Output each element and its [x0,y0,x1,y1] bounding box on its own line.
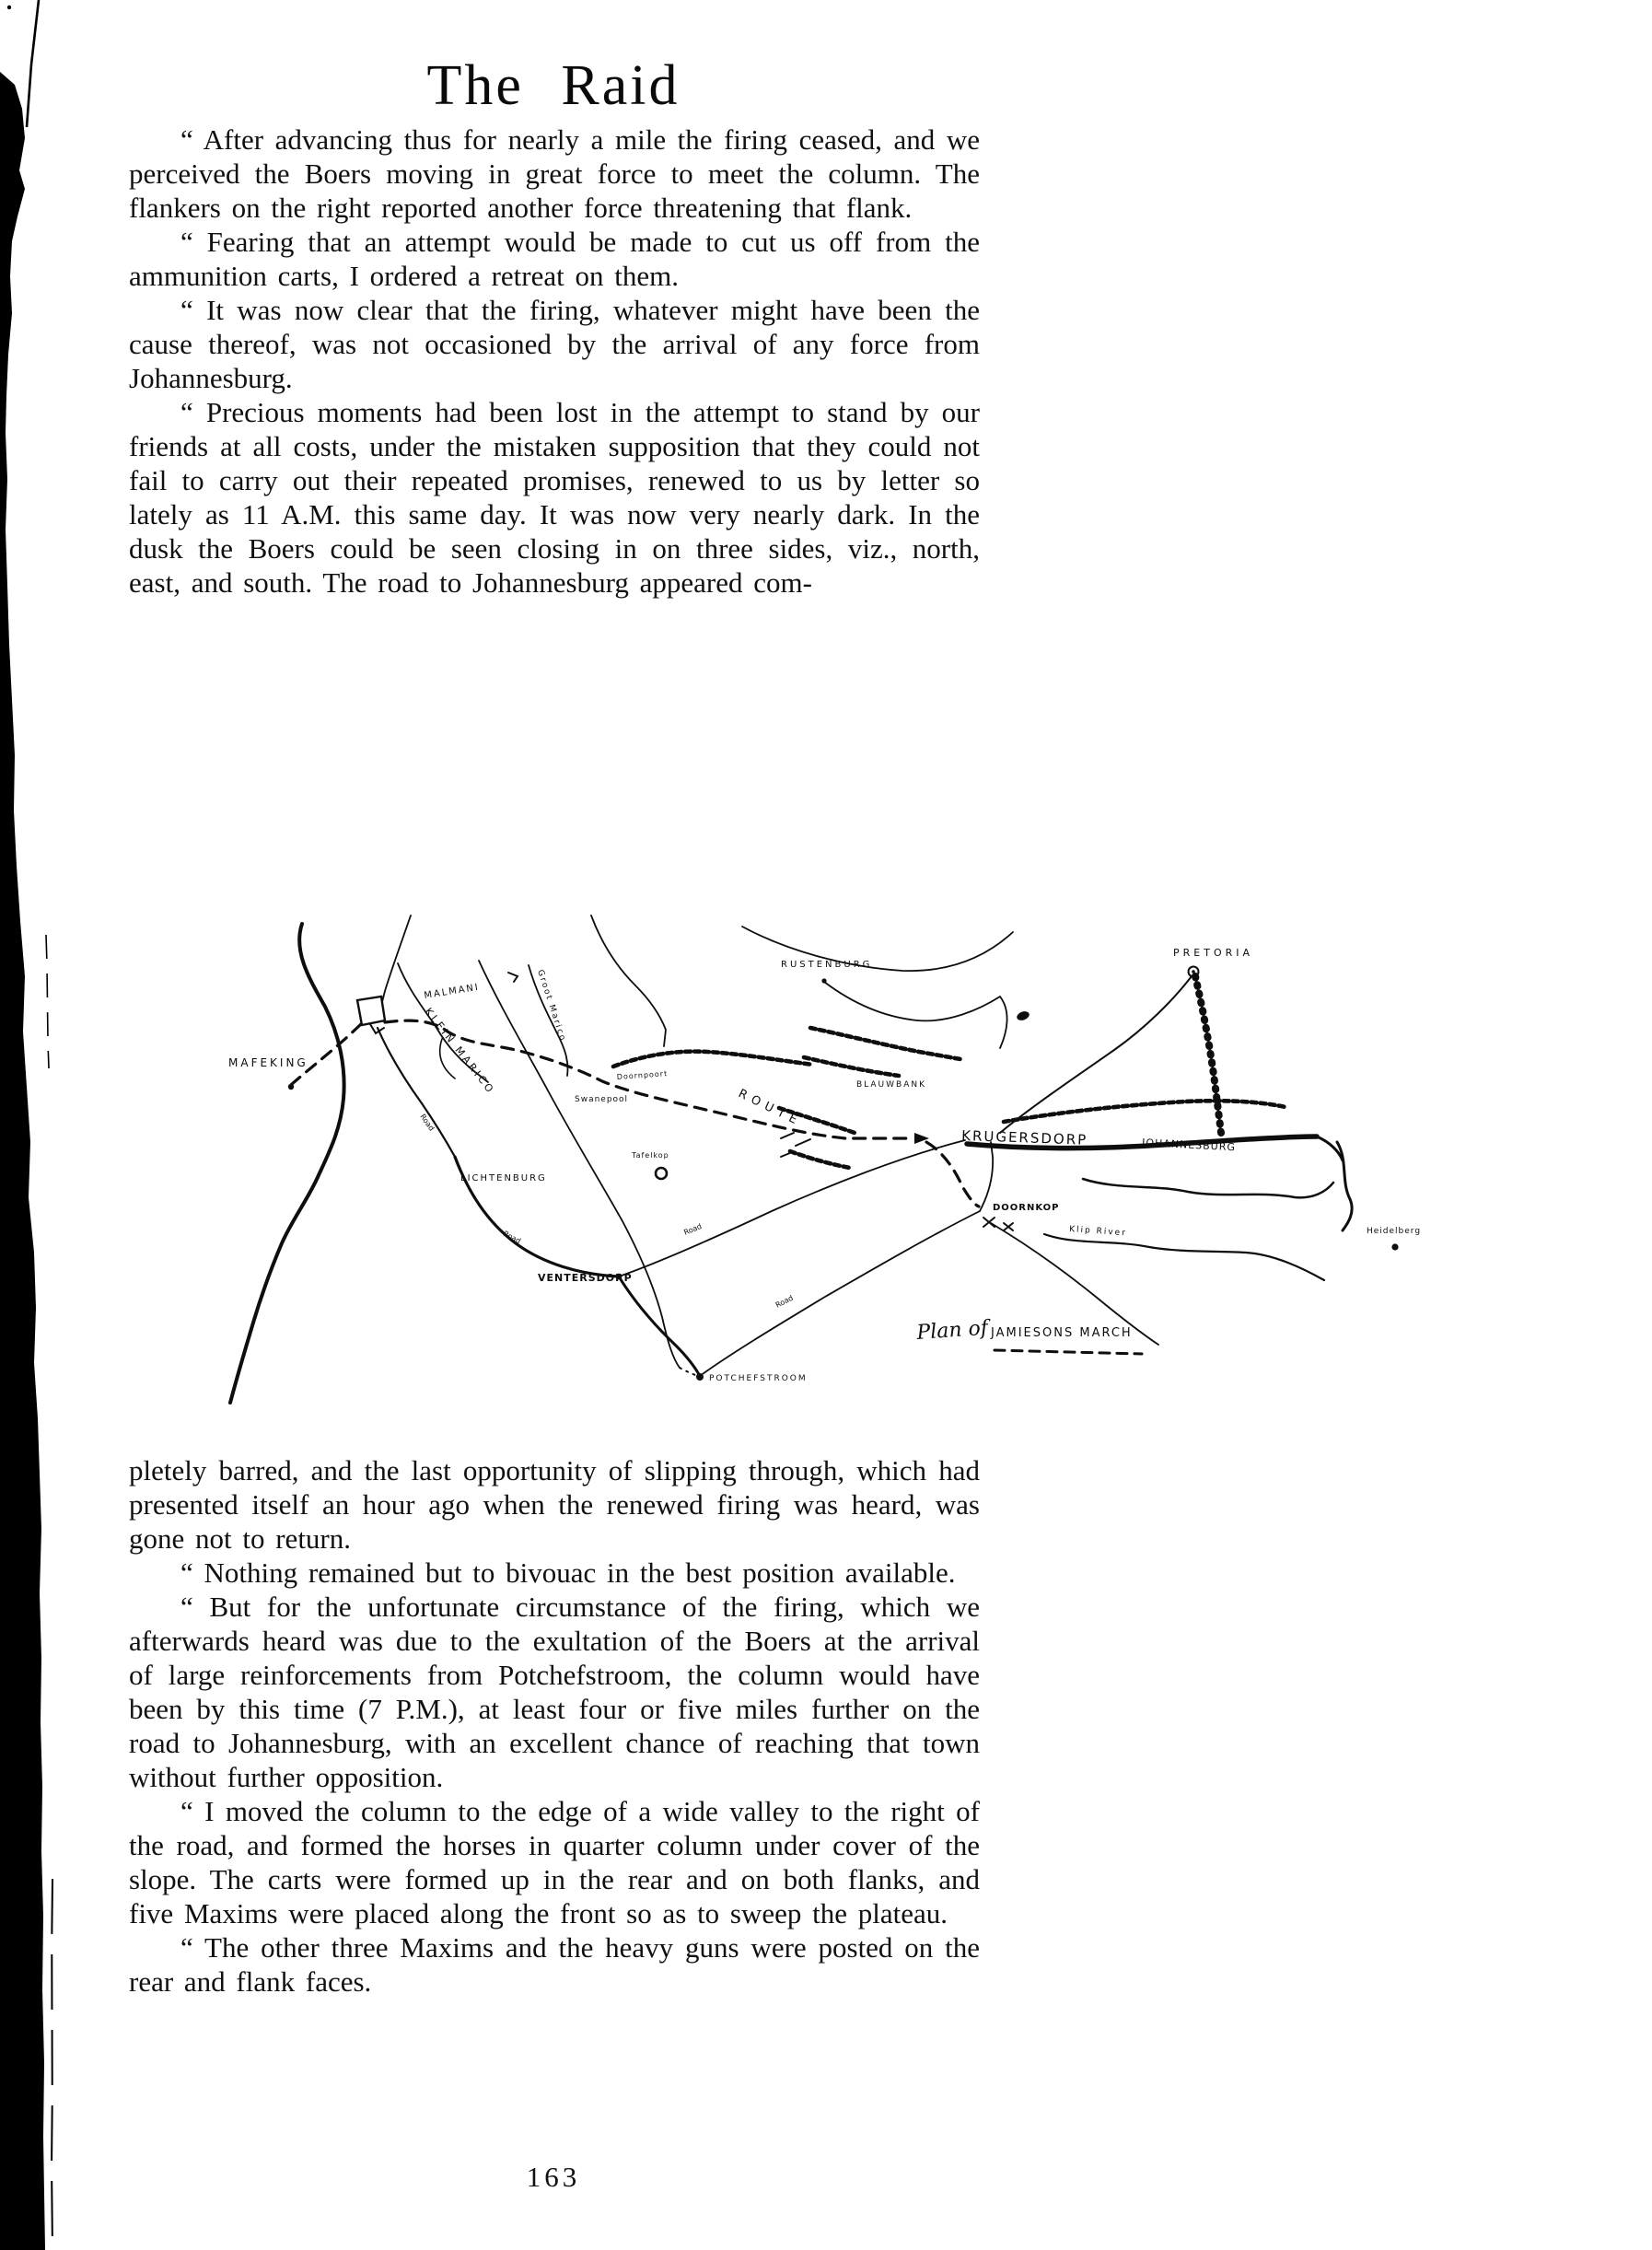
map-doornkop-x-marks [983,1218,1013,1230]
map-rustenburg-dot [821,978,826,983]
binding-shadow [0,0,64,2250]
hills-texture-rand-ridge [1004,1101,1286,1122]
map-label-mafeking: MAFEKING [228,1056,308,1069]
map-malmani-town-square [357,997,385,1025]
map-label-road: Road [774,1293,795,1310]
map-label-potchefstroom: POTCHEFSTROOM [709,1374,808,1383]
map-mafeking-dot [288,1084,294,1090]
map-road-long-sweep [479,961,680,1368]
map-label-malmani: MALMANI [423,982,481,1001]
paragraph: “ Precious moments had been lost in the attempt to stand by our friends at all costs, under the mistaken supposition that they could not fail to carry out their repeated promises, renewed to us by letter so lately as 11 A.M. this same day. It was now very nearly dark. In the dusk the Boers could be seen closing in on three sides, viz., north, east, and south. The road to Johannesburg appeared com- [129,396,980,599]
map-label-doornkop: DOORNKOP [993,1203,1060,1213]
body-text-top [129,122,980,600]
paragraph: “ The other three Maxims and the heavy guns were posted on the rear and flank faces. [129,1931,980,1998]
paragraph: “ It was now clear that the firing, whatever might have been the cause thereof, was not occasioned by the arrival of any force from Johannesburg. [129,294,980,394]
map-johannesburg-south-wavy [1083,1179,1333,1197]
map-klip-river-line [1044,1234,1324,1280]
paragraph: “ I moved the column to the edge of a wide valley to the right of the road, and formed the horses in quarter column under cover of the slope. The carts were formed up in the rear and on both flanks, and five Maxims were placed along the front so as to sweep the plateau. [129,1795,980,1929]
map-label-krugersdorp: KRUGERSDORP [960,1127,1088,1148]
scan-hairline-upper [46,935,49,1068]
map-heidelberg-dot [1391,1243,1398,1250]
map-label-lichtenburg: LICHTENBURG [460,1173,547,1183]
body-text-bottom [129,1453,980,1999]
hills-texture-1 [613,1052,813,1067]
map-label-road: Road [418,1112,436,1133]
map-label-groot-marico: Groot Marico [535,968,567,1043]
map-label-klip-river: Klip River [1068,1225,1128,1239]
scan-speck [7,6,11,9]
map-road-ventersdorp-potchefstroom [619,1277,700,1376]
paragraph: “ After advancing thus for nearly a mile the firing ceased, and we perceived the Boers moving in great force to meet the column. The flankers on the right reported another force threatening that flank. [129,123,980,224]
map-label-rustenburg: RUSTENBURG [781,960,873,970]
binding-dark-strip [0,72,45,2250]
map-railway-hatching [1195,976,1221,1133]
map-small-mark [508,973,518,982]
map-label-plan-of: Plan of [915,1316,989,1345]
map-label-klein-marico: KLEIN MARICO [422,1005,497,1097]
page-number: 163 [526,2161,581,2193]
map-river-malmani [381,915,411,1006]
hills-texture-2 [810,1028,960,1059]
map-pretoria-dot [1192,970,1195,973]
map-jameson-route-dashed [291,1020,979,1207]
map-road-doornkop-krugersdorp [980,1142,993,1211]
page-title: The Raid [426,54,681,117]
paragraph: “ Fearing that an attempt would be made to cut us off from the ammunition carts, I ordered a retreat on them. [129,226,980,292]
map-label-heidelberg: Heidelberg [1367,1227,1422,1236]
map-road-ventersdorp-krugersdorp [619,1140,965,1277]
map-caption-underline [995,1350,1142,1354]
map-road-malmani-south [378,1028,455,1157]
map-label-ventersdorp: VENTERSDORP [538,1272,633,1284]
map-label-johannesburg: JOHANNESBURG [1141,1137,1237,1154]
map-small-blob [1016,1009,1030,1021]
map-river-top-center [591,915,666,1046]
paragraph: pletely barred, and the last opportunity of slipping through, which had presented itself an hour ago when the renewed firing was heard, was gone not to return. [129,1454,980,1555]
map-canvas [201,910,1453,1415]
map-label-pretoria: PRETORIA [1173,947,1254,959]
paragraph: “ But for the unfortunate circumstance of the firing, which we afterwards heard was due to the exultation of the Boers at the arrival of large reinforcements from Potchefstroom, the column would have been by this time (7 P.M.), at least four or five miles further on the road to Johannesburg, with an excellent chance of reaching that town without further opposition. [129,1591,980,1793]
map-potchefstroom-dot [696,1373,704,1381]
map-label-route: ROUTE [736,1087,805,1130]
map-label-swanepool: Swanepool [575,1095,629,1104]
map-label-road: Road [682,1221,704,1237]
paragraph: “ Nothing remained but to bivouac in the best position available. [180,1556,956,1589]
map-figure [201,910,1453,1415]
map-label-road: Road [502,1229,523,1246]
map-tafelkop-ring [656,1168,667,1179]
map-label-doornpoort: Doornpoort [616,1069,669,1081]
hills-texture-5 [790,1151,850,1168]
map-road-potchefstroom-doornkop [700,1211,980,1376]
map-label-blauwbank: BLAUWBANK [856,1080,927,1090]
scan-scratch-line [27,0,39,127]
map-western-border [230,924,344,1403]
map-label-jamiesons-march: JAMIESONS MARCH [991,1326,1133,1340]
map-labels-layer [228,947,1421,1383]
map-label-tafelkop: Tafelkop [632,1151,669,1160]
hills-texture-3 [804,1057,899,1076]
